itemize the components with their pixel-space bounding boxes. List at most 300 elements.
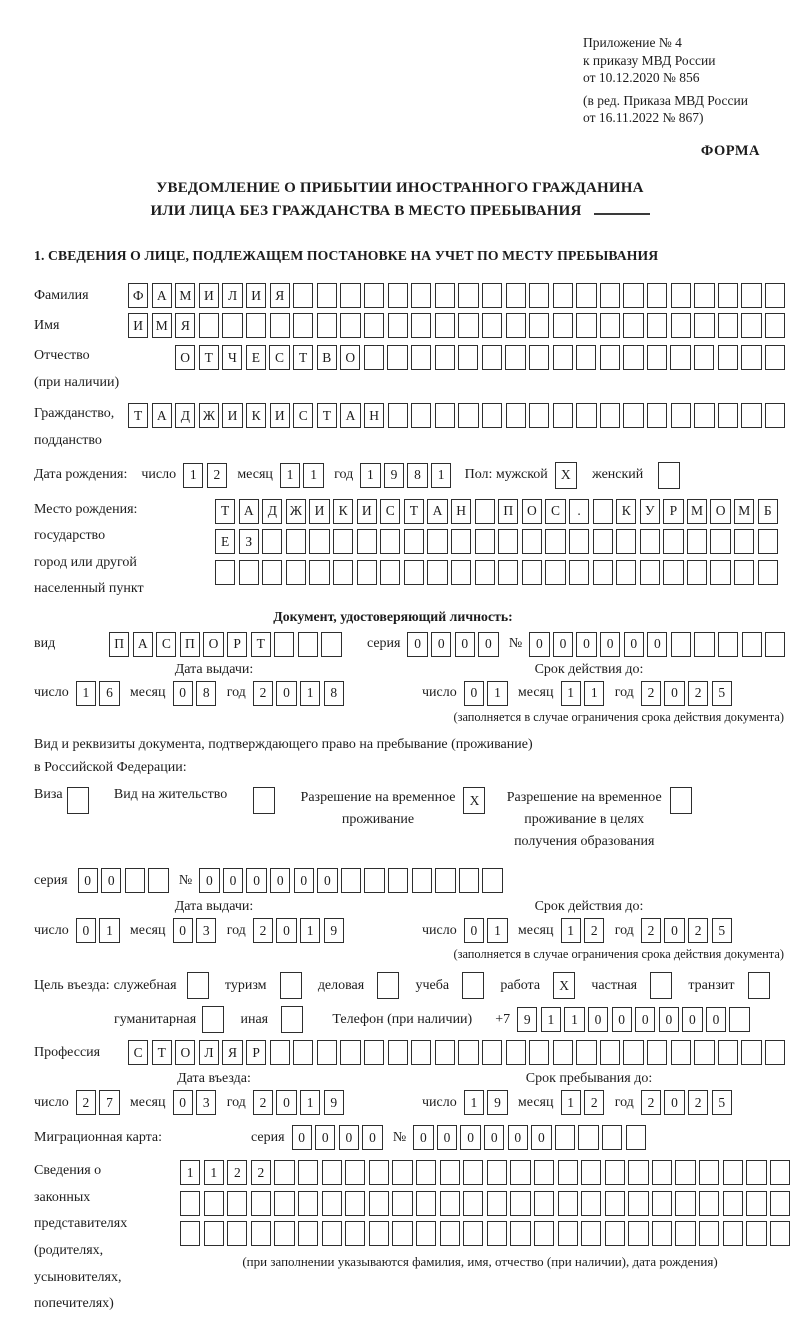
char-cell[interactable]: Д: [175, 403, 195, 428]
char-cell[interactable]: Ф: [128, 283, 148, 308]
char-cell[interactable]: [765, 1040, 785, 1065]
char-cell[interactable]: И: [309, 499, 329, 524]
char-cell[interactable]: [522, 529, 542, 554]
char-cell[interactable]: [427, 560, 447, 585]
char-cell[interactable]: 0: [292, 1125, 312, 1150]
char-cell[interactable]: [555, 1125, 575, 1150]
char-cell[interactable]: [723, 1160, 743, 1185]
char-cell[interactable]: И: [246, 283, 266, 308]
char-cell[interactable]: [392, 1221, 412, 1246]
char-cell[interactable]: 0: [612, 1007, 632, 1032]
char-cell[interactable]: [321, 632, 341, 657]
char-cell[interactable]: [671, 283, 691, 308]
char-cell[interactable]: [286, 560, 306, 585]
char-cell[interactable]: 2: [641, 681, 661, 706]
char-cell[interactable]: [364, 313, 384, 338]
char-cell[interactable]: С: [156, 632, 176, 657]
char-cell[interactable]: [602, 1125, 622, 1150]
char-cell[interactable]: 0: [635, 1007, 655, 1032]
char-cell[interactable]: X: [553, 972, 575, 999]
char-cell[interactable]: [505, 345, 525, 370]
char-cell[interactable]: 0: [173, 1090, 193, 1115]
char-cell[interactable]: 1: [564, 1007, 584, 1032]
char-cell[interactable]: [694, 313, 714, 338]
char-cell[interactable]: [340, 283, 360, 308]
char-cell[interactable]: [534, 1160, 554, 1185]
char-cell[interactable]: [663, 560, 683, 585]
char-cell[interactable]: 0: [437, 1125, 457, 1150]
char-cell[interactable]: [458, 283, 478, 308]
char-cell[interactable]: П: [180, 632, 200, 657]
char-cell[interactable]: [623, 345, 643, 370]
char-cell[interactable]: [699, 1160, 719, 1185]
char-cell[interactable]: [710, 529, 730, 554]
purpose-transit-checkbox[interactable]: [748, 972, 773, 999]
char-cell[interactable]: 0: [173, 681, 193, 706]
char-cell[interactable]: [576, 283, 596, 308]
char-cell[interactable]: [628, 1221, 648, 1246]
char-cell[interactable]: 0: [315, 1125, 335, 1150]
char-cell[interactable]: [392, 1191, 412, 1216]
char-cell[interactable]: [741, 403, 761, 428]
char-cell[interactable]: [458, 345, 478, 370]
char-cell[interactable]: [569, 529, 589, 554]
char-cell[interactable]: [510, 1160, 530, 1185]
char-cell[interactable]: [463, 1221, 483, 1246]
char-cell[interactable]: [718, 403, 738, 428]
char-cell[interactable]: [227, 1191, 247, 1216]
char-cell[interactable]: [558, 1191, 578, 1216]
purpose-private-checkbox[interactable]: [650, 972, 675, 999]
char-cell[interactable]: [357, 560, 377, 585]
char-cell[interactable]: Т: [317, 403, 337, 428]
char-cell[interactable]: [364, 1040, 384, 1065]
char-cell[interactable]: [628, 1160, 648, 1185]
purpose-business-checkbox[interactable]: [377, 972, 402, 999]
char-cell[interactable]: [553, 345, 573, 370]
char-cell[interactable]: [187, 972, 209, 999]
char-cell[interactable]: [758, 560, 778, 585]
char-cell[interactable]: [298, 632, 318, 657]
purpose-other-checkbox[interactable]: [281, 1006, 306, 1033]
char-cell[interactable]: [364, 345, 384, 370]
char-cell[interactable]: [388, 403, 408, 428]
char-cell[interactable]: Б: [758, 499, 778, 524]
char-cell[interactable]: [317, 283, 337, 308]
char-cell[interactable]: [180, 1191, 200, 1216]
char-cell[interactable]: [380, 560, 400, 585]
char-cell[interactable]: [345, 1191, 365, 1216]
char-cell[interactable]: [262, 560, 282, 585]
char-cell[interactable]: [746, 1221, 766, 1246]
char-cell[interactable]: 1: [584, 681, 604, 706]
char-cell[interactable]: И: [270, 403, 290, 428]
char-cell[interactable]: [718, 313, 738, 338]
char-cell[interactable]: [369, 1191, 389, 1216]
char-cell[interactable]: [340, 313, 360, 338]
char-cell[interactable]: [718, 345, 738, 370]
char-cell[interactable]: [510, 1191, 530, 1216]
char-cell[interactable]: [199, 313, 219, 338]
char-cell[interactable]: П: [498, 499, 518, 524]
char-cell[interactable]: Е: [215, 529, 235, 554]
char-cell[interactable]: [317, 313, 337, 338]
char-cell[interactable]: [558, 1221, 578, 1246]
char-cell[interactable]: [765, 345, 785, 370]
char-cell[interactable]: [553, 1040, 573, 1065]
char-cell[interactable]: [487, 1160, 507, 1185]
char-cell[interactable]: 0: [413, 1125, 433, 1150]
char-cell[interactable]: 0: [531, 1125, 551, 1150]
char-cell[interactable]: 0: [339, 1125, 359, 1150]
char-cell[interactable]: А: [152, 283, 172, 308]
char-cell[interactable]: 1: [303, 463, 323, 488]
char-cell[interactable]: [498, 529, 518, 554]
char-cell[interactable]: [593, 560, 613, 585]
char-cell[interactable]: [451, 529, 471, 554]
char-cell[interactable]: [404, 560, 424, 585]
char-cell[interactable]: X: [555, 462, 577, 489]
char-cell[interactable]: И: [199, 283, 219, 308]
char-cell[interactable]: [341, 868, 361, 893]
char-cell[interactable]: 0: [664, 1090, 684, 1115]
char-cell[interactable]: Я: [175, 313, 195, 338]
char-cell[interactable]: [345, 1160, 365, 1185]
char-cell[interactable]: [462, 972, 484, 999]
char-cell[interactable]: [498, 560, 518, 585]
char-cell[interactable]: [475, 499, 495, 524]
char-cell[interactable]: [463, 1160, 483, 1185]
char-cell[interactable]: 1: [280, 463, 300, 488]
char-cell[interactable]: [411, 403, 431, 428]
char-cell[interactable]: [576, 403, 596, 428]
char-cell[interactable]: 1: [431, 463, 451, 488]
char-cell[interactable]: 0: [173, 918, 193, 943]
char-cell[interactable]: [593, 529, 613, 554]
visa-checkbox[interactable]: [67, 787, 92, 814]
char-cell[interactable]: [239, 560, 259, 585]
char-cell[interactable]: [600, 1040, 620, 1065]
char-cell[interactable]: Ж: [286, 499, 306, 524]
char-cell[interactable]: [333, 560, 353, 585]
char-cell[interactable]: [357, 529, 377, 554]
sex-female-checkbox[interactable]: [658, 462, 683, 489]
char-cell[interactable]: [388, 1040, 408, 1065]
char-cell[interactable]: [380, 529, 400, 554]
char-cell[interactable]: [148, 868, 168, 893]
char-cell[interactable]: [506, 313, 526, 338]
char-cell[interactable]: 2: [584, 1090, 604, 1115]
char-cell[interactable]: И: [222, 403, 242, 428]
char-cell[interactable]: 1: [487, 681, 507, 706]
char-cell[interactable]: 0: [199, 868, 219, 893]
char-cell[interactable]: [640, 560, 660, 585]
char-cell[interactable]: Ч: [222, 345, 242, 370]
char-cell[interactable]: 3: [196, 1090, 216, 1115]
char-cell[interactable]: Т: [293, 345, 313, 370]
char-cell[interactable]: 6: [99, 681, 119, 706]
char-cell[interactable]: 5: [712, 1090, 732, 1115]
char-cell[interactable]: [652, 1160, 672, 1185]
char-cell[interactable]: [545, 529, 565, 554]
char-cell[interactable]: [576, 313, 596, 338]
char-cell[interactable]: [658, 462, 680, 489]
char-cell[interactable]: 0: [362, 1125, 382, 1150]
char-cell[interactable]: [215, 560, 235, 585]
char-cell[interactable]: Н: [451, 499, 471, 524]
char-cell[interactable]: [458, 403, 478, 428]
sex-male-checkbox[interactable]: [555, 462, 580, 489]
char-cell[interactable]: [529, 283, 549, 308]
char-cell[interactable]: [435, 868, 455, 893]
char-cell[interactable]: 1: [183, 463, 203, 488]
char-cell[interactable]: [369, 1160, 389, 1185]
char-cell[interactable]: [204, 1191, 224, 1216]
char-cell[interactable]: [647, 345, 667, 370]
char-cell[interactable]: [742, 632, 762, 657]
char-cell[interactable]: С: [293, 403, 313, 428]
char-cell[interactable]: [475, 560, 495, 585]
char-cell[interactable]: [435, 1040, 455, 1065]
char-cell[interactable]: [734, 560, 754, 585]
char-cell[interactable]: 1: [300, 918, 320, 943]
char-cell[interactable]: [506, 283, 526, 308]
char-cell[interactable]: 5: [712, 918, 732, 943]
char-cell[interactable]: 0: [464, 681, 484, 706]
char-cell[interactable]: 0: [664, 681, 684, 706]
char-cell[interactable]: [274, 1160, 294, 1185]
char-cell[interactable]: 2: [253, 681, 273, 706]
char-cell[interactable]: 0: [588, 1007, 608, 1032]
char-cell[interactable]: [578, 1125, 598, 1150]
char-cell[interactable]: 7: [99, 1090, 119, 1115]
char-cell[interactable]: 8: [196, 681, 216, 706]
char-cell[interactable]: [411, 345, 431, 370]
char-cell[interactable]: А: [427, 499, 447, 524]
char-cell[interactable]: Я: [222, 1040, 242, 1065]
char-cell[interactable]: [545, 560, 565, 585]
char-cell[interactable]: Т: [404, 499, 424, 524]
char-cell[interactable]: [694, 403, 714, 428]
char-cell[interactable]: [280, 972, 302, 999]
char-cell[interactable]: [670, 787, 692, 814]
char-cell[interactable]: 1: [561, 1090, 581, 1115]
char-cell[interactable]: 0: [478, 632, 498, 657]
char-cell[interactable]: 1: [204, 1160, 224, 1185]
char-cell[interactable]: [412, 868, 432, 893]
char-cell[interactable]: [482, 1040, 502, 1065]
char-cell[interactable]: Р: [663, 499, 683, 524]
char-cell[interactable]: А: [239, 499, 259, 524]
char-cell[interactable]: [710, 560, 730, 585]
char-cell[interactable]: [463, 1191, 483, 1216]
char-cell[interactable]: 0: [706, 1007, 726, 1032]
char-cell[interactable]: 0: [464, 918, 484, 943]
char-cell[interactable]: [652, 1191, 672, 1216]
char-cell[interactable]: 2: [688, 1090, 708, 1115]
char-cell[interactable]: [729, 1007, 749, 1032]
char-cell[interactable]: [605, 1160, 625, 1185]
char-cell[interactable]: И: [357, 499, 377, 524]
char-cell[interactable]: [458, 1040, 478, 1065]
char-cell[interactable]: 0: [600, 632, 620, 657]
char-cell[interactable]: [475, 529, 495, 554]
char-cell[interactable]: [663, 529, 683, 554]
char-cell[interactable]: [274, 1191, 294, 1216]
char-cell[interactable]: [529, 313, 549, 338]
char-cell[interactable]: [125, 868, 145, 893]
temp-permit-checkbox[interactable]: [463, 787, 488, 814]
char-cell[interactable]: 0: [223, 868, 243, 893]
char-cell[interactable]: [671, 1040, 691, 1065]
purpose-study-checkbox[interactable]: [462, 972, 487, 999]
char-cell[interactable]: Е: [246, 345, 266, 370]
char-cell[interactable]: Р: [246, 1040, 266, 1065]
char-cell[interactable]: А: [152, 403, 172, 428]
char-cell[interactable]: [416, 1191, 436, 1216]
char-cell[interactable]: [765, 283, 785, 308]
char-cell[interactable]: С: [380, 499, 400, 524]
char-cell[interactable]: [387, 345, 407, 370]
char-cell[interactable]: [647, 313, 667, 338]
char-cell[interactable]: [529, 1040, 549, 1065]
char-cell[interactable]: 0: [529, 632, 549, 657]
char-cell[interactable]: [510, 1221, 530, 1246]
char-cell[interactable]: [687, 529, 707, 554]
char-cell[interactable]: 0: [508, 1125, 528, 1150]
char-cell[interactable]: 0: [294, 868, 314, 893]
char-cell[interactable]: X: [463, 787, 485, 814]
char-cell[interactable]: [616, 560, 636, 585]
char-cell[interactable]: 9: [384, 463, 404, 488]
char-cell[interactable]: [623, 403, 643, 428]
char-cell[interactable]: 2: [207, 463, 227, 488]
purpose-work-checkbox[interactable]: [553, 972, 578, 999]
char-cell[interactable]: Т: [215, 499, 235, 524]
char-cell[interactable]: [558, 1160, 578, 1185]
char-cell[interactable]: 9: [487, 1090, 507, 1115]
char-cell[interactable]: [723, 1221, 743, 1246]
char-cell[interactable]: [440, 1160, 460, 1185]
char-cell[interactable]: [482, 313, 502, 338]
char-cell[interactable]: 0: [317, 868, 337, 893]
char-cell[interactable]: [227, 1221, 247, 1246]
char-cell[interactable]: [694, 1040, 714, 1065]
char-cell[interactable]: [388, 283, 408, 308]
char-cell[interactable]: [569, 560, 589, 585]
char-cell[interactable]: [253, 787, 275, 814]
char-cell[interactable]: 2: [76, 1090, 96, 1115]
char-cell[interactable]: [758, 529, 778, 554]
char-cell[interactable]: [440, 1191, 460, 1216]
char-cell[interactable]: [675, 1191, 695, 1216]
char-cell[interactable]: [333, 529, 353, 554]
char-cell[interactable]: Т: [199, 345, 219, 370]
char-cell[interactable]: 9: [324, 918, 344, 943]
char-cell[interactable]: 3: [196, 918, 216, 943]
char-cell[interactable]: М: [152, 313, 172, 338]
char-cell[interactable]: Н: [364, 403, 384, 428]
char-cell[interactable]: [435, 345, 455, 370]
char-cell[interactable]: [593, 499, 613, 524]
char-cell[interactable]: 0: [460, 1125, 480, 1150]
char-cell[interactable]: [640, 529, 660, 554]
char-cell[interactable]: [718, 1040, 738, 1065]
char-cell[interactable]: [317, 1040, 337, 1065]
char-cell[interactable]: 0: [246, 868, 266, 893]
char-cell[interactable]: А: [133, 632, 153, 657]
char-cell[interactable]: [487, 1221, 507, 1246]
char-cell[interactable]: С: [545, 499, 565, 524]
char-cell[interactable]: 1: [300, 1090, 320, 1115]
char-cell[interactable]: [522, 560, 542, 585]
char-cell[interactable]: [298, 1221, 318, 1246]
char-cell[interactable]: [309, 529, 329, 554]
char-cell[interactable]: [251, 1221, 271, 1246]
char-cell[interactable]: 2: [688, 681, 708, 706]
char-cell[interactable]: [675, 1221, 695, 1246]
char-cell[interactable]: [694, 283, 714, 308]
char-cell[interactable]: У: [640, 499, 660, 524]
residence-permit-checkbox[interactable]: [253, 787, 278, 814]
char-cell[interactable]: 8: [407, 463, 427, 488]
char-cell[interactable]: Т: [251, 632, 271, 657]
char-cell[interactable]: [369, 1221, 389, 1246]
char-cell[interactable]: [765, 632, 785, 657]
char-cell[interactable]: [605, 1221, 625, 1246]
char-cell[interactable]: 0: [101, 868, 121, 893]
char-cell[interactable]: [506, 403, 526, 428]
char-cell[interactable]: [416, 1221, 436, 1246]
char-cell[interactable]: [345, 1221, 365, 1246]
char-cell[interactable]: 1: [360, 463, 380, 488]
char-cell[interactable]: [322, 1191, 342, 1216]
char-cell[interactable]: Я: [270, 283, 290, 308]
char-cell[interactable]: [388, 868, 408, 893]
char-cell[interactable]: 2: [641, 1090, 661, 1115]
char-cell[interactable]: [628, 1191, 648, 1216]
char-cell[interactable]: П: [109, 632, 129, 657]
char-cell[interactable]: [647, 283, 667, 308]
char-cell[interactable]: [718, 283, 738, 308]
char-cell[interactable]: [652, 1221, 672, 1246]
char-cell[interactable]: [298, 1160, 318, 1185]
char-cell[interactable]: [650, 972, 672, 999]
char-cell[interactable]: [388, 313, 408, 338]
char-cell[interactable]: [251, 1191, 271, 1216]
edu-permit-checkbox[interactable]: [670, 787, 695, 814]
char-cell[interactable]: [364, 868, 384, 893]
char-cell[interactable]: [600, 283, 620, 308]
char-cell[interactable]: [553, 283, 573, 308]
char-cell[interactable]: [482, 868, 502, 893]
char-cell[interactable]: 0: [276, 681, 296, 706]
char-cell[interactable]: З: [239, 529, 259, 554]
char-cell[interactable]: [286, 529, 306, 554]
char-cell[interactable]: [647, 403, 667, 428]
purpose-humanitarian-checkbox[interactable]: [202, 1006, 227, 1033]
char-cell[interactable]: 0: [431, 632, 451, 657]
char-cell[interactable]: [293, 1040, 313, 1065]
char-cell[interactable]: О: [175, 345, 195, 370]
char-cell[interactable]: 9: [324, 1090, 344, 1115]
char-cell[interactable]: [534, 1191, 554, 1216]
char-cell[interactable]: Ж: [199, 403, 219, 428]
char-cell[interactable]: Л: [222, 283, 242, 308]
char-cell[interactable]: К: [616, 499, 636, 524]
char-cell[interactable]: [309, 560, 329, 585]
char-cell[interactable]: О: [340, 345, 360, 370]
